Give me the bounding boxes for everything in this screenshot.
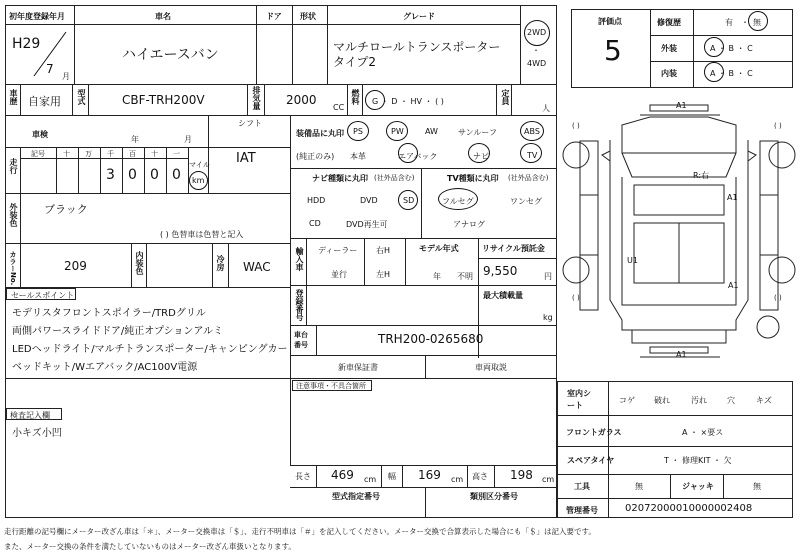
color-no-label: カラーNo. bbox=[9, 251, 17, 286]
type-designation-label: 型式指定番号 bbox=[332, 492, 380, 501]
equipment-sub: (純正のみ) bbox=[296, 152, 335, 161]
usage-label: 車歴 bbox=[9, 89, 18, 105]
repair-no: 無 bbox=[753, 18, 761, 27]
equip-item: PW bbox=[391, 127, 404, 136]
shift-label: シフト bbox=[238, 119, 262, 128]
first-reg-value: H29 bbox=[12, 36, 41, 52]
diagram-label: A1 bbox=[728, 281, 739, 290]
interior-color-label: 内装色 bbox=[135, 251, 144, 275]
mileage-h4: 百 bbox=[129, 150, 136, 158]
mileage-h5: 十 bbox=[151, 150, 158, 158]
seat-option: キズ bbox=[756, 396, 772, 405]
grade-label: グレード bbox=[403, 12, 435, 21]
sales-point-line: 両側パワースライドドア/純正オプションアルミ bbox=[12, 326, 223, 337]
aircon-label: 冷房 bbox=[216, 255, 225, 271]
mileage-h3: 千 bbox=[107, 150, 114, 158]
length-unit: cm bbox=[364, 475, 377, 484]
jack-value: 無 bbox=[753, 482, 761, 491]
seat-option: コゲ bbox=[619, 396, 635, 405]
height-unit: cm bbox=[542, 475, 555, 484]
grade-value: マルチロールトランスポーター タイプ2 bbox=[333, 40, 501, 69]
color-label: 外装色 bbox=[9, 203, 18, 227]
mileage-digit: 3 bbox=[106, 167, 115, 183]
navi-item: DVD再生可 bbox=[346, 220, 388, 229]
svg-text:( ): ( ) bbox=[774, 294, 782, 302]
equip-item: エアバック bbox=[398, 152, 438, 161]
mgmt-label: 管理番号 bbox=[566, 506, 598, 515]
sales-point-line: LEDヘッドライト/マルチトランスポーター/キャンピングカー bbox=[12, 344, 288, 355]
shape-label: 形状 bbox=[300, 12, 316, 21]
import-parallel: 並行 bbox=[331, 270, 347, 279]
mileage-digit: 0 bbox=[150, 167, 159, 183]
sales-point-line: モデリスタフロントスポイラー/TRDグリル bbox=[12, 308, 206, 319]
tools-value: 無 bbox=[635, 482, 643, 491]
repair-label: 修復歴 bbox=[657, 18, 681, 27]
navi-item: CD bbox=[309, 219, 321, 228]
displacement-label: 排気量 bbox=[252, 86, 261, 110]
model-label: 型式 bbox=[77, 89, 86, 105]
diagram-label: A1 bbox=[676, 350, 687, 359]
diagram-label: A1 bbox=[727, 193, 738, 202]
first-reg-month: 7 bbox=[46, 62, 54, 76]
height-label: 高さ bbox=[472, 472, 488, 481]
model-year-unit: 年 bbox=[433, 272, 441, 281]
svg-text:( ): ( ) bbox=[774, 122, 782, 130]
shift-value: IAT bbox=[236, 151, 256, 166]
repair-sep: ・ bbox=[741, 18, 749, 27]
km-label: km bbox=[192, 176, 205, 185]
svg-text:( ): ( ) bbox=[572, 294, 580, 302]
drive-4wd: 4WD bbox=[527, 59, 547, 68]
left-form bbox=[5, 5, 557, 518]
model-value: CBF-TRH200V bbox=[122, 93, 205, 107]
fuel-label: 燃料 bbox=[351, 89, 360, 105]
score-label: 評価点 bbox=[598, 17, 622, 26]
model-year-unknown: 不明 bbox=[457, 272, 473, 281]
registration-label: 登録番号 bbox=[295, 289, 304, 321]
length-label: 長さ bbox=[295, 472, 311, 481]
mileage-h2: 万 bbox=[85, 150, 92, 158]
width-unit: cm bbox=[451, 475, 464, 484]
footnote: 走行距離の記号欄にメーター改ざん車は「＊」、メーター交換車は「＄」、走行不明車は「＃」を記入してください。メーター交換で合算表示した場合にも「＄」は記入要です。 bbox=[4, 527, 596, 536]
car-name-label: 車名 bbox=[155, 12, 171, 21]
notes-label: 注意事項・不具合箇所 bbox=[296, 382, 366, 390]
import-label: 輸入車 bbox=[295, 247, 304, 271]
warranty-label: 新車保証書 bbox=[338, 363, 378, 372]
width-value: 169 bbox=[418, 468, 441, 482]
interior-options: A ・ B ・ C bbox=[710, 69, 753, 78]
seat-option: 汚れ bbox=[691, 396, 707, 405]
navi-sub: (社外品含む) bbox=[374, 174, 415, 182]
navi-label: ナビ種類に丸印 bbox=[312, 174, 368, 183]
model-year-label: モデル年式 bbox=[419, 244, 459, 253]
recycle-label: リサイクル預託金 bbox=[482, 244, 545, 253]
mileage-h1: 十 bbox=[63, 150, 70, 158]
diagram-label: A1 bbox=[676, 101, 687, 110]
navi-item: SD bbox=[403, 196, 415, 205]
displacement-unit: CC bbox=[333, 103, 345, 112]
color-paren-note: ( ) 色替車は色替と記入 bbox=[160, 230, 244, 239]
width-label: 幅 bbox=[388, 472, 396, 481]
drive-2wd: 2WD bbox=[527, 28, 547, 37]
month-unit: 月 bbox=[62, 72, 70, 81]
shaken-month-unit: 月 bbox=[184, 135, 192, 144]
tv-item: フルセグ bbox=[442, 197, 474, 206]
svg-text:( ): ( ) bbox=[572, 122, 580, 130]
displacement-value: 2000 bbox=[286, 93, 317, 107]
import-right-h: 右H bbox=[376, 246, 391, 255]
import-left-h: 左H bbox=[376, 270, 391, 279]
mileage-h0: 記号 bbox=[31, 150, 45, 158]
sales-point-line: ベッドキット/Wエアバック/AC100V電源 bbox=[12, 362, 198, 373]
shaken-year-unit: 年 bbox=[131, 135, 139, 144]
max-load-label: 最大積載量 bbox=[483, 291, 523, 300]
equip-item: ABS bbox=[524, 127, 540, 136]
spare-tire-label: スペアタイヤ bbox=[567, 456, 615, 465]
repair-yes: 有 bbox=[725, 18, 733, 27]
drive-dot: ・ bbox=[532, 46, 540, 55]
navi-item: DVD bbox=[360, 196, 378, 205]
color-no-value: 209 bbox=[64, 259, 87, 273]
mileage-digit: 0 bbox=[128, 167, 137, 183]
car-name-value: ハイエースバン bbox=[122, 47, 219, 63]
exterior-label: 外装 bbox=[661, 44, 677, 53]
mileage-digit: 0 bbox=[172, 167, 181, 183]
recycle-value: 9,550 bbox=[483, 264, 518, 278]
mile-label: マイル bbox=[189, 161, 210, 169]
interior-label: 内装 bbox=[661, 69, 677, 78]
chassis-label: 車台番号 bbox=[294, 331, 308, 349]
equip-item: サンルーフ bbox=[458, 128, 497, 137]
seat-option: 破れ bbox=[654, 396, 670, 405]
inspector-value: 小キズ小凹 bbox=[12, 428, 62, 439]
seat-label: 室内シート bbox=[567, 389, 591, 410]
chassis-value: TRH200-0265680 bbox=[378, 332, 484, 346]
shaken-label: 車検 bbox=[32, 130, 48, 139]
equip-item: ナビ bbox=[473, 152, 489, 161]
tv-item: ワンセグ bbox=[510, 197, 542, 206]
equip-item: AW bbox=[425, 127, 438, 136]
equip-item: PS bbox=[353, 127, 363, 136]
recycle-unit: 円 bbox=[544, 272, 552, 281]
footnote: また、メーター交換の条件を満たしていないものはメーター改ざん車扱いとなります。 bbox=[4, 542, 296, 551]
equip-item: TV bbox=[527, 151, 538, 160]
manual-label: 車両取説 bbox=[475, 363, 507, 372]
fuel-options: G ・ D ・ HV ・ ( ) bbox=[372, 97, 444, 106]
tv-item: アナログ bbox=[453, 220, 485, 229]
mgmt-value: 02072000010000002408 bbox=[625, 503, 753, 514]
vehicle-diagram bbox=[562, 95, 798, 375]
aircon-value: WAC bbox=[243, 260, 271, 274]
equip-item: 本革 bbox=[350, 152, 366, 161]
import-dealer: ディーラー bbox=[318, 246, 358, 255]
navi-item: HDD bbox=[307, 196, 326, 205]
spare-tire-options: T ・ 修理KIT ・ 欠 bbox=[664, 456, 732, 465]
diagram-label: U1 bbox=[627, 256, 638, 265]
exterior-options: A ・ B ・ C bbox=[710, 44, 753, 53]
length-value: 469 bbox=[331, 468, 354, 482]
jack-label: ジャッキ bbox=[682, 482, 714, 491]
sales-points-label: セールスポイント bbox=[11, 291, 75, 300]
seat-option: 穴 bbox=[727, 396, 735, 405]
door-label: ドア bbox=[266, 12, 282, 21]
tv-sub: (社外品含む) bbox=[508, 174, 549, 182]
usage-value: 自家用 bbox=[28, 95, 61, 108]
tv-label: TV種類に丸印 bbox=[447, 174, 499, 183]
height-value: 198 bbox=[510, 468, 533, 482]
capacity-unit: 人 bbox=[542, 104, 550, 113]
mileage-label: 走行 bbox=[9, 158, 18, 174]
diagram-label: R:右 bbox=[693, 171, 710, 180]
score-value: 5 bbox=[604, 34, 622, 67]
windshield-options: A ・ ×要ス bbox=[682, 428, 724, 437]
mileage-h6: 一 bbox=[173, 150, 180, 158]
inspector-label: 検査記入欄 bbox=[10, 411, 50, 420]
category-label: 類別区分番号 bbox=[470, 492, 518, 501]
first-reg-label: 初年度登録年月 bbox=[9, 12, 65, 21]
color-value: ブラック bbox=[44, 203, 88, 216]
windshield-label: フロントガラス bbox=[566, 428, 622, 437]
capacity-label: 定員 bbox=[501, 89, 510, 105]
tools-label: 工具 bbox=[574, 482, 590, 491]
equipment-label: 装備品に丸印 bbox=[296, 129, 344, 138]
max-load-unit: kg bbox=[543, 313, 553, 322]
